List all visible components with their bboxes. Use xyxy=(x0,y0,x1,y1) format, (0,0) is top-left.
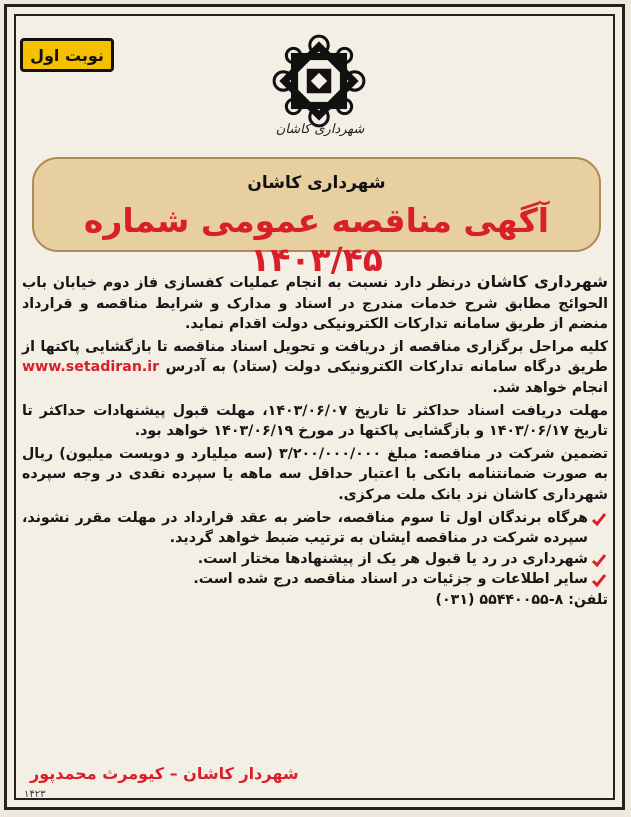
list-item-text: سایر اطلاعات و جزئیات در اسناد مناقصه درج شده است. xyxy=(193,571,588,588)
list-item xyxy=(22,549,608,570)
process-paragraph xyxy=(22,337,608,399)
list-item xyxy=(22,508,608,549)
conditions-list xyxy=(22,508,608,590)
checkmark-icon xyxy=(591,511,607,527)
guarantee-text: مبلغ ۳/۲۰۰/۰۰۰/۰۰۰ (سه میلیارد و دویست میلیون) ریال به صورت ضمانتنامه بانکی با اعتبار حداقل سه ماهه یا سپرده نقدی در وجه سپرده شهرداری کاشان نزد بانک ملت مرکزی. xyxy=(22,445,608,503)
intro-key: شهرداری کاشان xyxy=(476,272,608,291)
phone-line xyxy=(22,590,608,611)
guarantee-paragraph xyxy=(22,444,608,506)
deadlines-paragraph: مهلت دریافت اسناد حداکثر تا تاریخ ۱۴۰۳/۰۶/۰۷، مهلت قبول پیشنهادات حداکثر تا تاریخ ۱۴۰۳/۰۶/۱۷ و بازگشایی پاکتها در مورخ ۱۴۰۳/۰۶/۱۹ خواهد بود. xyxy=(22,402,608,440)
phone-number: ۸-۵۵۴۴۰۰۵۵ (۰۳۱) xyxy=(435,591,569,608)
header-banner xyxy=(32,157,601,279)
logo-caption: شهرداری کاشان xyxy=(275,122,365,137)
process-text-a: کلیه مراحل برگزاری مناقصه از دریافت و تحویل اسناد مناقصه تا بازگشایی پاکتها از طریق درگاه سامانه تدارکات الکترونیکی دولت (ستاد) به آدرس xyxy=(22,338,608,376)
intro-text: درنظر دارد نسبت به انجام عملیات کفسازی فاز دوم خیابان باب الحوائج مطابق شرح خدمات مندرج در اسناد و مدارک و شرایط مناقصه و قرارداد منضم از طریق سامانه تدارکات الکترونیکی دولت اقدام نماید. xyxy=(22,275,608,333)
phone-label: تلفن: xyxy=(568,591,608,608)
list-item xyxy=(22,569,608,590)
process-text-b: انجام خواهد شد. xyxy=(492,379,608,396)
organization-name: شهرداری کاشان xyxy=(247,173,386,193)
guarantee-key: تضمین شرکت در مناقصه: xyxy=(423,445,609,462)
kashan-municipality-emblem-icon xyxy=(268,30,370,132)
checkmark-icon xyxy=(591,552,607,568)
checkmark-icon xyxy=(591,572,607,588)
announcement-body xyxy=(22,272,608,611)
list-item-text: هرگاه برندگان اول تا سوم مناقصه، حاضر به عقد قرارداد در مهلت مقرر نشوند، سپرده شرکت در مناقصه ایشان به ترتیب ضبط خواهد گردید. xyxy=(22,509,588,547)
list-item-text: شهرداری در رد یا قبول هر یک از پیشنهادها مختار است. xyxy=(197,550,588,567)
tender-title: آگهی مناقصه عمومی شماره ۱۴۰۳/۴۵ xyxy=(83,201,550,279)
ad-code: ۱۴۲۳ xyxy=(24,789,46,800)
mayor-signature: شهردار کاشان – کیومرث محمدپور xyxy=(30,764,299,783)
publication-badge: نوبت اول xyxy=(20,38,114,72)
setad-url-link[interactable]: www.setadiran.ir xyxy=(22,359,160,376)
intro-paragraph xyxy=(22,272,608,335)
